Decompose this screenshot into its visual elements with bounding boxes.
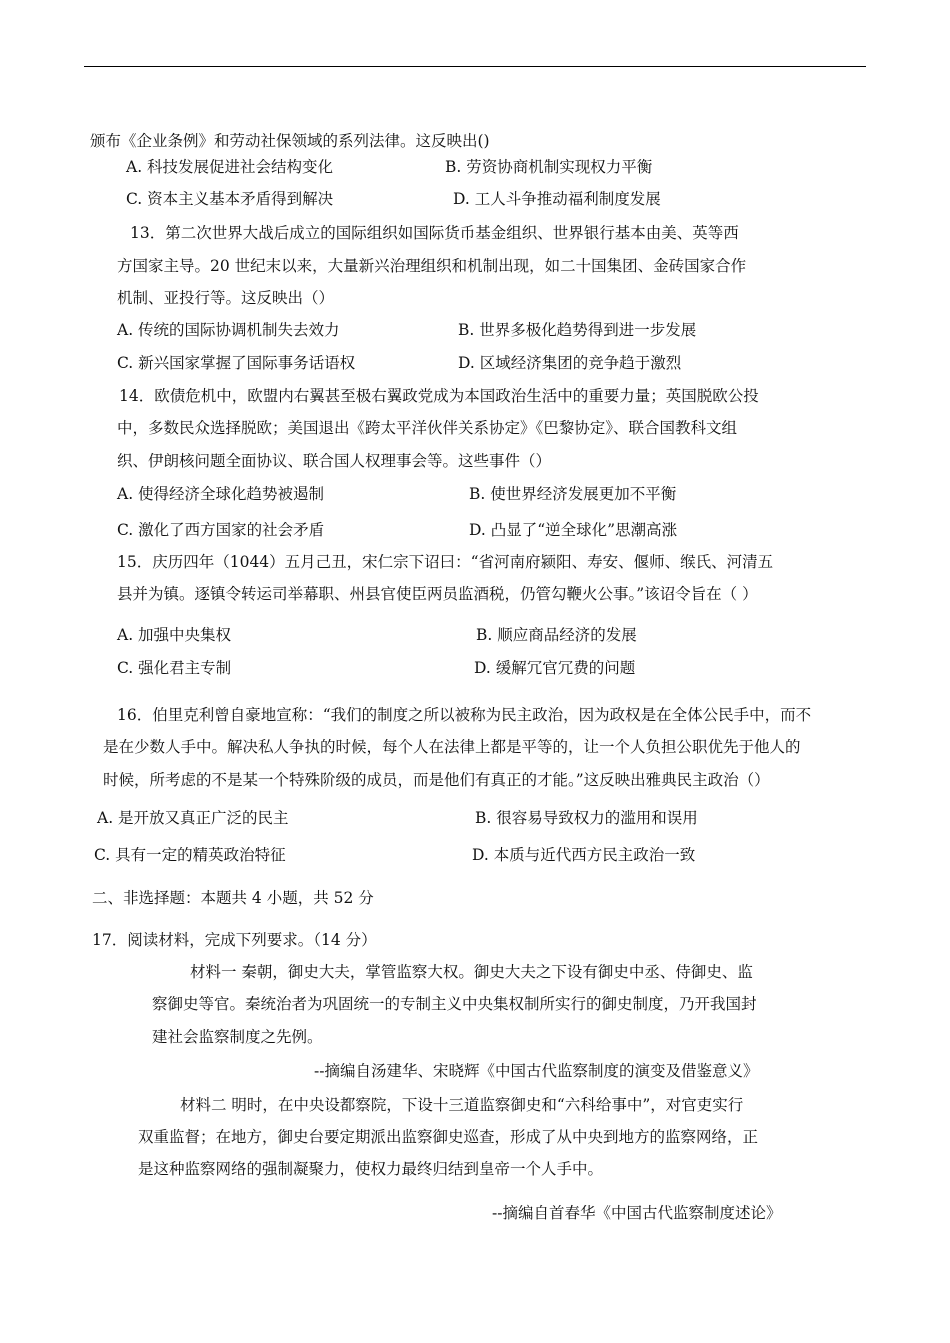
q13-stem-line-1: 13．第二次世界大战后成立的国际组织如国际货币基金组织、世界银行基本由美、英等西 [130, 224, 739, 242]
q12-option-a: A. 科技发展促进社会结构变化 [126, 158, 334, 176]
q16-stem-line-2: 是在少数人手中。解决私人争执的时候，每个人在法律上都是平等的，让一个人负担公职优先于他人的 [103, 738, 801, 756]
q16-option-d: D. 本质与近代西方民主政治一致 [472, 846, 696, 864]
q13-stem-line-3: 机制、亚投行等。这反映出（） [117, 289, 335, 307]
q17-material-1-line-2: 察御史等官。秦统治者为巩固统一的专制主义中央集权制所实行的御史制度，乃开我国封 [152, 995, 757, 1013]
q14-stem-line-3: 织、伊朗核问题全面协议、联合国人权理事会等。这些事件（） [117, 452, 552, 470]
q15-stem-line-1: 15．庆历四年（1044）五月己丑，宋仁宗下诏曰：“省河南府颍阳、寿安、偃师、缑氏、河清五 [117, 553, 774, 571]
q14-option-b: B. 使世界经济发展更加不平衡 [469, 485, 677, 503]
q15-option-c: C. 强化君主专制 [117, 659, 232, 677]
header-rule [84, 66, 866, 67]
q13-stem-line-2: 方国家主导。20 世纪末以来，大量新兴治理组织和机制出现，如二十国集团、金砖国家合作 [117, 257, 747, 275]
q17-material-2-line-3: 是这种监察网络的强制凝聚力，使权力最终归结到皇帝一个人手中。 [138, 1160, 604, 1178]
q15-stem-line-2: 县并为镇。逐镇令转运司举幕职、州县官使臣两员监酒税，仍管勾鞭火公事。”该诏令旨在（ ） [117, 585, 758, 603]
q12-option-b: B. 劳资协商机制实现权力平衡 [445, 158, 653, 176]
q16-option-a: A. 是开放又真正广泛的民主 [97, 809, 289, 827]
q15-option-b: B. 顺应商品经济的发展 [476, 626, 637, 644]
q17-title: 17．阅读材料，完成下列要求。（14 分） [92, 931, 377, 949]
q14-stem-line-2: 中，多数民众选择脱欧；美国退出《跨太平洋伙伴关系协定》《巴黎协定》、联合国教科文组 [117, 419, 738, 437]
q13-option-a: A. 传统的国际协调机制失去效力 [117, 321, 340, 339]
q13-option-c: C. 新兴国家掌握了国际事务话语权 [117, 354, 356, 372]
q14-option-a: A. 使得经济全球化趋势被遏制 [117, 485, 325, 503]
q16-option-b: B. 很容易导致权力的滥用和误用 [475, 809, 698, 827]
q12-stem-continuation: 颁布《企业条例》和劳动社保领域的系列法律。这反映出() [90, 132, 490, 150]
q14-stem-line-1: 14．欧债危机中，欧盟内右翼甚至极右翼政党成为本国政治生活中的重要力量；英国脱欧公投 [119, 387, 759, 405]
q16-stem-line-3: 时候，所考虑的不是某一个特殊阶级的成员，而是他们有真正的才能。”这反映出雅典民主政治（） [103, 771, 770, 789]
q14-option-c: C. 激化了西方国家的社会矛盾 [117, 521, 325, 539]
q16-option-c: C. 具有一定的精英政治特征 [94, 846, 286, 864]
q17-material-1-line-3: 建社会监察制度之先例。 [152, 1028, 323, 1046]
q17-material-1-line-1: 材料一 秦朝，御史大夫，掌管监察大权。御史大夫之下设有御史中丞、侍御史、监 [190, 963, 753, 981]
q14-option-d: D. 凸显了“逆全球化”思潮高涨 [469, 521, 678, 539]
q12-option-d: D. 工人斗争推动福利制度发展 [453, 190, 661, 208]
q15-option-d: D. 缓解冗官冗费的问题 [474, 659, 636, 677]
q13-option-d: D. 区域经济集团的竞争趋于激烈 [458, 354, 682, 372]
q17-material-2-line-1: 材料二 明时，在中央设都察院，下设十三道监察御史和“六科给事中”，对官吏实行 [180, 1096, 744, 1114]
q16-stem-line-1: 16．伯里克利曾自豪地宣称：“我们的制度之所以被称为民主政治，因为政权是在全体公民手中，而不 [117, 706, 812, 724]
section-heading: 二、非选择题：本题共 4 小题，共 52 分 [92, 889, 374, 907]
q17-material-2-source: --摘编自首春华《中国古代监察制度述论》 [492, 1204, 782, 1222]
q17-material-1-source: --摘编自汤建华、宋晓辉《中国古代监察制度的演变及借鉴意义》 [314, 1062, 759, 1080]
q17-material-2-line-2: 双重监督；在地方，御史台要定期派出监察御史巡查，形成了从中央到地方的监察网络，正 [138, 1128, 759, 1146]
q13-option-b: B. 世界多极化趋势得到进一步发展 [458, 321, 697, 339]
q15-option-a: A. 加强中央集权 [117, 626, 232, 644]
q12-option-c: C. 资本主义基本矛盾得到解决 [126, 190, 334, 208]
